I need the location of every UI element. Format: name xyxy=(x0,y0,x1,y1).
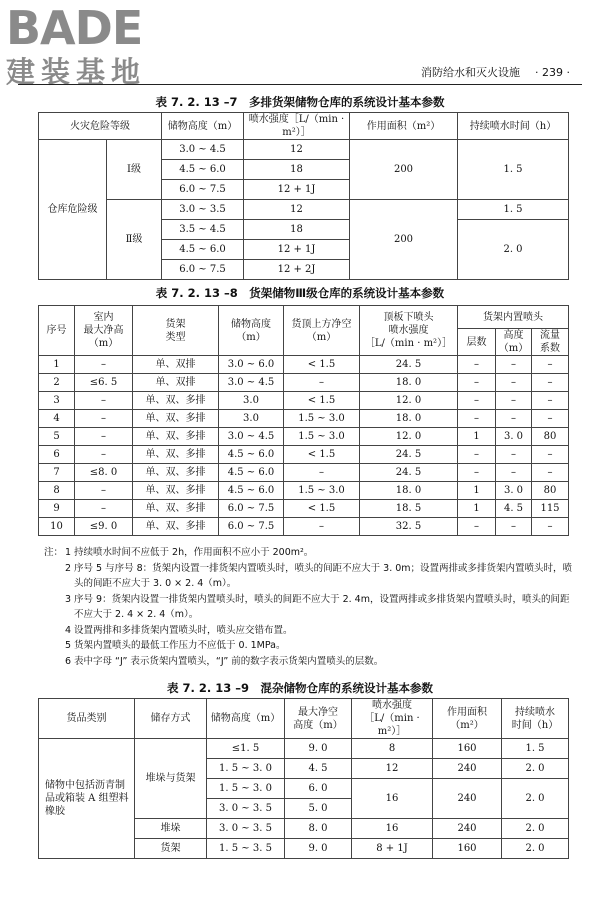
table-cell: 16 xyxy=(352,779,433,819)
table-cell: – xyxy=(532,356,569,374)
col-header: 货顶上方净空 （m） xyxy=(284,306,360,356)
storage-method: 货架 xyxy=(135,839,207,859)
table-cell: – xyxy=(496,464,532,482)
table-cell: 6 xyxy=(39,446,75,464)
table-cell: 1 xyxy=(458,500,496,518)
table-cell: < 1.5 xyxy=(284,392,360,410)
table-cell: 1. 5 xyxy=(458,140,569,200)
table-cell: 3. 0 xyxy=(496,428,532,446)
table-8-title: 表 7. 2. 13 –8 货架储物Ⅲ级仓库的系统设计基本参数 xyxy=(155,286,445,300)
note-number: 6 xyxy=(65,655,72,667)
table-cell: – xyxy=(458,464,496,482)
table-cell: 1. 5 xyxy=(458,200,569,220)
table-cell: 240 xyxy=(433,819,502,839)
table-row xyxy=(39,392,569,410)
table-cell: – xyxy=(75,356,133,374)
table-cell: 6.0 ~ 7.5 xyxy=(162,260,244,280)
table-cell: – xyxy=(496,446,532,464)
col-header: 储存方式 xyxy=(135,699,207,739)
table-cell: 24. 5 xyxy=(360,446,458,464)
table-cell: 2. 0 xyxy=(502,839,569,859)
table-cell: – xyxy=(458,446,496,464)
table-cell: 12. 0 xyxy=(360,428,458,446)
table-cell: 18 xyxy=(244,220,350,240)
table-row xyxy=(39,428,569,446)
note-text: 序号 9：货架内设置一排货架内置喷头时，喷头的间距不应大于 2. 4m，设置两排或多排货架内置喷头时，喷头的间距不应大于 2. 4 × 2. 4（m）。 xyxy=(74,593,570,620)
table-cell: 18. 0 xyxy=(360,410,458,428)
table-cell: 200 xyxy=(350,200,458,280)
col-header: 作用面积 （m²） xyxy=(433,699,502,739)
table-cell: 18. 5 xyxy=(360,500,458,518)
table-cell: 9. 0 xyxy=(285,839,352,859)
table-cell: 4.5 ~ 6.0 xyxy=(219,446,284,464)
table-cell: – xyxy=(458,410,496,428)
note-number: 3 xyxy=(65,593,72,605)
table-cell: – xyxy=(496,392,532,410)
table-cell: – xyxy=(458,356,496,374)
table-cell: 单、双排 xyxy=(133,356,219,374)
table-cell: 8 + 1J xyxy=(352,839,433,859)
table-cell: – xyxy=(75,500,133,518)
table-cell: 4.5 ~ 6.0 xyxy=(219,464,284,482)
table-cell: 单、双、多排 xyxy=(133,500,219,518)
table-cell: – xyxy=(458,518,496,536)
table-cell: 3. 0 ~ 3. 5 xyxy=(207,819,285,839)
table-cell: 1 xyxy=(39,356,75,374)
table-cell: 3. 0 ~ 3. 5 xyxy=(207,799,285,819)
note-text: 设置两排和多排货架内置喷头时，喷头应交错布置。 xyxy=(74,624,293,636)
table-cell: 2. 0 xyxy=(502,819,569,839)
table-cell: – xyxy=(75,392,133,410)
table-row xyxy=(39,374,569,392)
table-cell: – xyxy=(75,410,133,428)
col-header: 高度 （m） xyxy=(496,329,532,356)
table-cell: 4. 5 xyxy=(285,759,352,779)
table-cell: 1 xyxy=(458,428,496,446)
table-cell: < 1.5 xyxy=(284,500,360,518)
col-header: 层数 xyxy=(458,329,496,356)
note-item xyxy=(44,654,574,670)
table-cell: 12 xyxy=(244,200,350,220)
table-cell: – xyxy=(458,374,496,392)
table-9-title: 表 7. 2. 13 –9 混杂储物仓库的系统设计基本参数 xyxy=(166,681,433,695)
table-cell: 8 xyxy=(39,482,75,500)
hazard-grade: Ⅰ级 xyxy=(107,140,162,200)
hazard-category: 仓库危险级 xyxy=(39,140,107,280)
table-header-row xyxy=(39,113,569,140)
table-cell: 1.5 ~ 3.0 xyxy=(284,410,360,428)
col-header: 持续喷水时间（h） xyxy=(458,113,569,140)
section-title: 消防给水和灭火设施 xyxy=(421,66,521,79)
table-cell: 160 xyxy=(433,739,502,759)
table-cell: 3. 0 xyxy=(496,482,532,500)
table-cell: 3.5 ~ 4.5 xyxy=(162,220,244,240)
table-cell: ≤8. 0 xyxy=(75,464,133,482)
notes-heading: 注： xyxy=(44,547,64,558)
table-cell: 8 xyxy=(352,739,433,759)
table-cell: – xyxy=(496,356,532,374)
note-number: 2 xyxy=(65,562,72,574)
table-cell: ≤6. 5 xyxy=(75,374,133,392)
table-cell: 单、双、多排 xyxy=(133,518,219,536)
table-cell: – xyxy=(284,374,360,392)
table-cell: – xyxy=(284,518,360,536)
table-cell: 12 + 1J xyxy=(244,180,350,200)
table-cell: 18 xyxy=(244,160,350,180)
col-header: 储物高度（m） xyxy=(162,113,244,140)
table-cell: 单、双、多排 xyxy=(133,428,219,446)
table-cell: – xyxy=(496,410,532,428)
table-cell: 32. 5 xyxy=(360,518,458,536)
note-text: 表中字母 “J” 表示货架内置喷头，“J” 前的数字表示货架内置喷头的层数。 xyxy=(74,655,384,667)
goods-category: 储物中包括沥青制品或箱装 A 组塑料橡胶 xyxy=(39,739,135,859)
table-cell: 单、双、多排 xyxy=(133,392,219,410)
table-cell: 单、双、多排 xyxy=(133,446,219,464)
table-cell: – xyxy=(496,374,532,392)
table-cell: – xyxy=(75,428,133,446)
table-cell: 10 xyxy=(39,518,75,536)
table-row xyxy=(39,518,569,536)
table-cell: – xyxy=(532,374,569,392)
table-cell: < 1.5 xyxy=(284,356,360,374)
table-8-body xyxy=(39,356,569,536)
table-cell: 5. 0 xyxy=(285,799,352,819)
table-cell: 18. 0 xyxy=(360,374,458,392)
table-cell: 240 xyxy=(433,759,502,779)
table-row xyxy=(39,446,569,464)
col-header: 顶板下喷头 喷水强度 ［L/（min · m²）］ xyxy=(360,306,458,356)
table-cell: 2 xyxy=(39,374,75,392)
note-text: 货架内置喷头的最低工作压力不应低于 0. 1MPa。 xyxy=(74,640,286,651)
table-cell: 9. 0 xyxy=(285,739,352,759)
col-header: 储物高度 （m） xyxy=(219,306,284,356)
col-header: 货架 类型 xyxy=(133,306,219,356)
table-cell: 2. 0 xyxy=(502,759,569,779)
table-cell: < 1.5 xyxy=(284,446,360,464)
table-header-row xyxy=(39,306,569,329)
table-cell: 24. 5 xyxy=(360,356,458,374)
table-cell: 12. 0 xyxy=(360,392,458,410)
table-cell: 6. 0 xyxy=(285,779,352,799)
note-item xyxy=(44,623,574,639)
logo-wordmark: BADE xyxy=(6,2,143,55)
table-cell: 3.0 ~ 4.5 xyxy=(162,140,244,160)
storage-method: 堆垛 xyxy=(135,819,207,839)
table-cell: ≤1. 5 xyxy=(207,739,285,759)
table-cell: 4. 5 xyxy=(496,500,532,518)
note-number: 4 xyxy=(65,624,72,636)
table-7-title: 表 7. 2. 13 –7 多排货架储物仓库的系统设计基本参数 xyxy=(155,95,445,109)
col-header: 火灾危险等级 xyxy=(39,113,162,140)
col-header: 室内 最大净高 （m） xyxy=(75,306,133,356)
table-row xyxy=(39,356,569,374)
table-cell: 4 xyxy=(39,410,75,428)
table-cell: 2. 0 xyxy=(458,220,569,280)
table-cell: 3.0 ~ 4.5 xyxy=(219,428,284,446)
table-cell: 8. 0 xyxy=(285,819,352,839)
table-cell: 6.0 ~ 7.5 xyxy=(162,180,244,200)
note-item xyxy=(44,561,574,592)
table-cell: 200 xyxy=(350,140,458,200)
table-cell: 单、双、多排 xyxy=(133,482,219,500)
table-cell: – xyxy=(532,392,569,410)
table-cell: 单、双、多排 xyxy=(133,464,219,482)
table-9 xyxy=(38,698,569,859)
table-row xyxy=(39,464,569,482)
col-header: 喷水强度［L/（min · m²）］ xyxy=(244,113,350,140)
table-cell: 4.5 ~ 6.0 xyxy=(162,240,244,260)
table-cell: 24. 5 xyxy=(360,464,458,482)
table-cell: 80 xyxy=(532,482,569,500)
table-cell: 6.0 ~ 7.5 xyxy=(219,500,284,518)
table-cell: 单、双、多排 xyxy=(133,410,219,428)
table-cell: – xyxy=(532,464,569,482)
table-cell: 1 xyxy=(458,482,496,500)
note-text: 持续喷水时间不应低于 2h，作用面积不应小于 200m²。 xyxy=(74,547,314,558)
table-row xyxy=(39,200,569,220)
table-cell: 9 xyxy=(39,500,75,518)
logo-chinese: 建装基地 xyxy=(6,55,147,88)
table-cell: 6.0 ~ 7.5 xyxy=(219,518,284,536)
col-header: 喷水强度 ［L/（min · m²）］ xyxy=(352,699,433,739)
table-cell: – xyxy=(75,482,133,500)
table-cell: 3.0 xyxy=(219,392,284,410)
table-cell: 3.0 ~ 3.5 xyxy=(162,200,244,220)
table-row xyxy=(39,410,569,428)
note-text: 序号 5 与序号 8：货架内设置一排货架内置喷头时，喷头的间距不应大于 3. 0m；设置两排或多排货架内置喷头时，喷头的间距不应大于 3. 0 × 2. 4（m）。 xyxy=(74,562,573,589)
note-item xyxy=(44,545,574,561)
col-header: 序号 xyxy=(39,306,75,356)
note-item xyxy=(44,592,574,623)
table-cell: 单、双排 xyxy=(133,374,219,392)
table-cell: 16 xyxy=(352,819,433,839)
table-row xyxy=(39,140,569,160)
table-cell: – xyxy=(532,446,569,464)
table-cell: 80 xyxy=(532,428,569,446)
table-cell: – xyxy=(532,518,569,536)
table-row xyxy=(39,482,569,500)
col-header: 持续喷水 时间（h） xyxy=(502,699,569,739)
table-cell: 12 xyxy=(244,140,350,160)
table-cell: 1.5 ~ 3.0 xyxy=(284,482,360,500)
table-cell: – xyxy=(532,410,569,428)
col-header: 作用面积（m²） xyxy=(350,113,458,140)
table-cell: 1. 5 ~ 3. 0 xyxy=(207,779,285,799)
table-cell: 4.5 ~ 6.0 xyxy=(219,482,284,500)
col-header: 货架内置喷头 xyxy=(458,306,569,329)
col-header: 流量 系数 xyxy=(532,329,569,356)
storage-method: 堆垛与货架 xyxy=(135,739,207,819)
running-header xyxy=(421,64,570,80)
col-header: 货品类别 xyxy=(39,699,135,739)
table-8 xyxy=(38,305,569,536)
table-cell: 12 + 1J xyxy=(244,240,350,260)
table-7 xyxy=(38,112,569,280)
table-cell: 12 xyxy=(352,759,433,779)
header-rule xyxy=(18,84,582,85)
table-cell: 3.0 ~ 4.5 xyxy=(219,374,284,392)
col-header: 最大净空 高度（m） xyxy=(285,699,352,739)
table-cell: 4.5 ~ 6.0 xyxy=(162,160,244,180)
table-cell: 1. 5 ~ 3. 0 xyxy=(207,759,285,779)
page-number: · 239 · xyxy=(535,66,570,79)
table-cell: 12 + 2J xyxy=(244,260,350,280)
table-row xyxy=(39,739,569,759)
table-cell: – xyxy=(284,464,360,482)
table-cell: 2. 0 xyxy=(502,779,569,819)
table-cell: 7 xyxy=(39,464,75,482)
table-cell: 160 xyxy=(433,839,502,859)
table-cell: 3 xyxy=(39,392,75,410)
table-header-row xyxy=(39,699,569,739)
table-cell: ≤9. 0 xyxy=(75,518,133,536)
table-cell: – xyxy=(75,446,133,464)
table-cell: 115 xyxy=(532,500,569,518)
table-cell: 1. 5 xyxy=(502,739,569,759)
table-cell: 5 xyxy=(39,428,75,446)
note-number: 5 xyxy=(65,640,72,651)
table-cell: 3.0 xyxy=(219,410,284,428)
table-row xyxy=(39,500,569,518)
note-number: 1 xyxy=(65,547,72,558)
table-notes xyxy=(44,545,574,669)
table-cell: – xyxy=(458,392,496,410)
table-cell: – xyxy=(496,518,532,536)
note-item xyxy=(44,638,574,654)
table-cell: 18. 0 xyxy=(360,482,458,500)
bade-logo xyxy=(4,2,174,88)
hazard-grade: Ⅱ级 xyxy=(107,200,162,280)
table-cell: 240 xyxy=(433,779,502,819)
table-cell: 1.5 ~ 3.0 xyxy=(284,428,360,446)
col-header: 储物高度（m） xyxy=(207,699,285,739)
table-cell: 1. 5 ~ 3. 5 xyxy=(207,839,285,859)
table-cell: 3.0 ~ 6.0 xyxy=(219,356,284,374)
